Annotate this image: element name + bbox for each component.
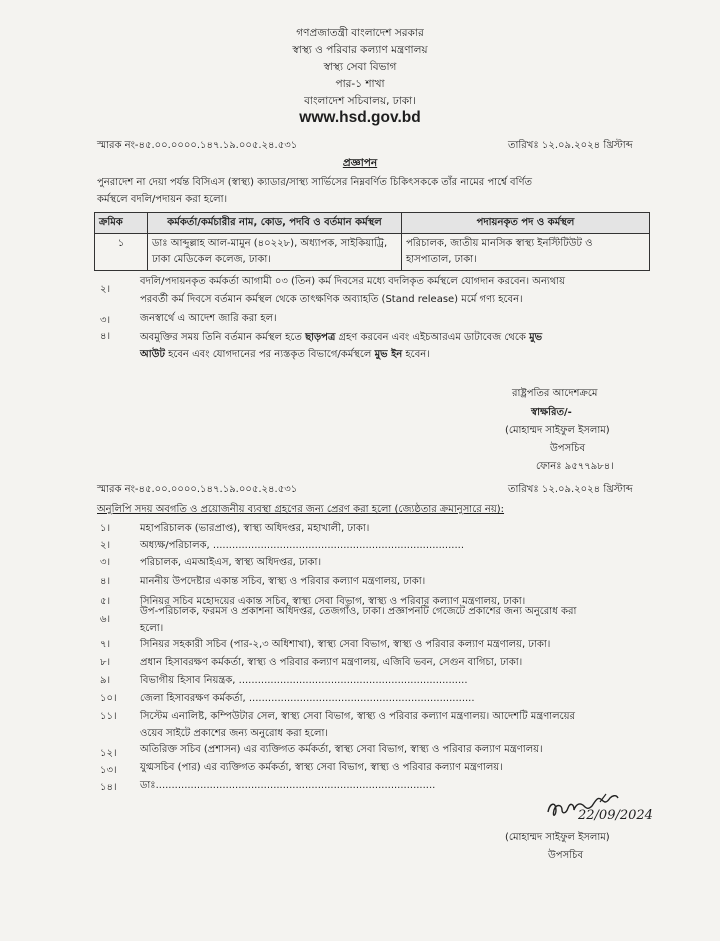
row-new-line-1: পরিচালক, জাতীয় মানসিক স্বাস্থ্য ইনস্টিটিউট ও [406,238,593,249]
copy-num-10: ১০। [100,693,117,704]
copy-3: পরিচালক, এমআইএস, স্বাস্থ্য অধিদপ্তর, ঢাকা। [140,557,322,568]
row-serial: ১ [95,234,148,271]
final-designation: উপসচিব [548,850,584,861]
intro-line-1: পুনরাদেশ না দেয়া পর্যন্ত বিসিএস (স্বাস্থ্য) ক্যাডার/সাস্থ্য সার্ভিসের নিম্নবর্ণিত চিকিৎসককে তাঁর নামের পার্শ্বে বর্ণিত [97,177,533,188]
header-current: কর্মকর্তা/কর্মচারীর নাম, কোড, পদবি ও বর্তমান কর্মস্থল [148,213,402,234]
phone-line: ফোনঃ ৯৫৭৭৯৮৪। [536,461,614,472]
website-link[interactable]: www.hsd.gov.bd [299,109,421,126]
clause-4-text-a: অবমুক্তির সময় তিনি বর্তমান কর্মস্থল হতে [140,332,302,343]
clause-2-line-1: বদলি/পদায়নকৃত কর্মকর্তা আগামী ০৩ (তিন) কর্ম দিবসের মধ্যে বদলিকৃত কর্মস্থলে যোগদান করবেন। অন্যথায় [140,276,566,287]
clause-num-2: ২। [100,284,111,295]
clause-2-line-2: পরবর্তী কর্ম দিবসে বর্তমান কর্মস্থল থেকে তাৎক্ষণিক অব্যাহতি (Stand release) মর্মে গণ্য হবেন। [140,294,523,305]
copy-5: সিনিয়র সচিব মহোদয়ের একান্ত সচিব, স্বাস্থ্য সেবা বিভাগ, স্বাস্থ্য ও পরিবার কল্যাণ মন্ত্রণালয়, ঢাকা। [140,596,526,607]
copy-8: প্রধান হিসাবরক্ষণ কর্মকর্তা, স্বাস্থ্য ও পরিবার কল্যাণ মন্ত্রণালয়, এজিবি ভবন, সেগুন বাগিচা, ঢাকা। [140,657,523,668]
table-row [95,234,650,271]
copy-6-line-2: হলো। [140,623,164,634]
copy-num-11: ১১। [100,711,117,722]
memo2-date: তারিখঃ ১২.০৯.২০২৪ খ্রিস্টাব্দ [508,484,633,495]
copy-num-9: ৯। [100,675,111,686]
copy-14: ডাঃ........................................................................................ [140,780,436,791]
copy-2: অধ্যক্ষ/পরিচালক, ............................................................................... [140,540,465,551]
copy-13: যুগ্মসচিব (পার) এর ব্যক্তিগত কর্মকর্তা, স্বাস্থ্য সেবা বিভাগ, স্বাস্থ্য ও পরিবার কল্যাণ মন্ত্রণালয়। [140,762,503,773]
clause-num-3: ৩। [100,315,111,326]
copy-num-6: ৬। [100,614,111,625]
table-header-row [95,213,650,234]
signed-line: স্বাক্ষরিত/- [531,407,572,418]
copy-num-2: ২। [100,540,111,551]
memo2-ref: স্মারক নং-৪৫.০০.০০০০.১৪৭.১৯.০০৫.২৪.৫৩১ [97,484,298,495]
signature-date: 22/09/2024 [578,808,653,823]
document-title: প্রজ্ঞাপন [342,157,378,169]
row-current-line-1: ডাঃ আব্দুল্লাহ আল-মামুন (৪০২২৮), অধ্যাপক, সাইকিয়াট্রি, [152,238,388,249]
copy-num-7: ৭। [100,639,111,650]
copy-num-3: ৩। [100,557,111,568]
copy-11-line-1: সিস্টেম এনালিষ্ট, কম্পিউটার সেল, স্বাস্থ্য সেবা বিভাগ, স্বাস্থ্য ও পরিবার কল্যাণ মন্ত্রণালয়। আদেশটি মন্ত্রণালয়ের [140,711,576,722]
copy-num-5: ৫। [100,596,111,607]
memo-ref: স্মারক নং-৪৫.০০.০০০০.১৪৭.১৯.০০৫.২৪.৫৩১ [97,140,298,151]
clause-4-line-2 [140,347,430,364]
signatory-designation: উপসচিব [550,443,586,454]
copy-num-13: ১৩। [100,765,117,776]
copy-11-line-2: ওয়েব সাইটে প্রকাশের জন্য অনুরোধ করা হলো। [140,728,328,739]
copy-heading: অনুলিপি সদয় অবগতি ও প্রয়োজনীয় ব্যবস্থা গ্রহণের জন্য প্রেরণ করা হলো (জ্যেষ্ঠতার ক্রমানুসারে নয়): [97,504,505,515]
copy-10: জেলা হিসাবরক্ষণ কর্মকর্তা, ....................................................................... [140,693,475,704]
copy-7: সিনিয়র সহকারী সচিব (পার-২,৩ অধিশাখা), স্বাস্থ্য সেবা বিভাগ, স্বাস্থ্য ও পরিবার কল্যাণ মন্ত্রণালয়, ঢাকা। [140,639,551,650]
clause-4-bold-clearance: ছাড়পত্র [305,332,336,343]
clause-4-text-f: হবেন। [405,349,430,360]
header-serial: ক্রমিক [95,213,148,234]
clause-4-line-1 [140,330,542,347]
clause-4-text-c: গ্রহণ করবেন এবং এইচআরএম ডাটাবেজ থেকে [338,332,526,343]
clause-num-4: ৪। [100,331,111,342]
division-line: স্বাস্থ্য সেবা বিভাগ [323,61,397,73]
copy-9: বিভাগীয় হিসাব নিয়ন্ত্রক, ........................................................................ [140,675,468,686]
copy-6-line-1: উপ-পরিচালক, ফরমস ও প্রকাশনা অধিদপ্তর, তেজগাঁও, ঢাকা। প্রজ্ঞাপনটি গেজেটে প্রকাশের জন্য অনুরোধ করা [140,606,577,617]
memo-date: তারিখঃ ১২.০৯.২০২৪ খ্রিস্টাব্দ [508,140,633,151]
transfer-table [94,212,650,271]
address-line: বাংলাদেশ সচিবালয়, ঢাকা। [304,95,416,107]
clause-4-bold-move-in: মুভ ইন [374,349,403,360]
copy-num-4: ৪। [100,576,111,587]
row-new-line-2: হাসপাতাল, ঢাকা। [406,254,477,265]
gov-line: গণপ্রজাতন্ত্রী বাংলাদেশ সরকার [296,27,424,39]
copy-num-12: ১২। [100,748,117,759]
order-line: রাষ্ট্রপতির আদেশক্রমে [512,388,598,399]
clause-4-bold-out: আউট [140,349,165,360]
section-line: পার-১ শাখা [335,78,385,90]
clause-4-bold-move: মুভ [529,332,543,343]
copy-4: মাননীয় উপদেষ্টার একান্ত সচিব, স্বাস্থ্য ও পরিবার কল্যাণ মন্ত্রণালয়, ঢাকা। [140,576,426,587]
row-current-line-2: ঢাকা মেডিকেল কলেজ, ঢাকা। [152,254,271,265]
signatory-name: (মোহাম্মদ সাইফুল ইসলাম) [505,425,610,436]
copy-num-14: ১৪। [100,782,117,793]
clause-4-text-e: হবেন এবং যোগদানের পর ন্যস্তকৃত বিভাগে/কর্মস্থলে [168,349,372,360]
copy-12: অতিরিক্ত সচিব (প্রশাসন) এর ব্যক্তিগত কর্মকর্তা, স্বাস্থ্য সেবা বিভাগ, স্বাস্থ্য ও পরিবার কল্যাণ মন্ত্রণালয়। [140,744,543,755]
clause-3-line-1: জনস্বার্থে এ আদেশ জারি করা হল। [140,313,277,324]
row-current [148,234,402,271]
copy-num-8: ৮। [100,657,111,668]
header-new: পদায়নকৃত পদ ও কর্মস্থল [402,213,650,234]
copy-num-1: ১। [100,523,111,534]
copy-1: মহাপরিচালক (ভারপ্রাপ্ত), স্বাস্থ্য অধিদপ্তর, মহাখালী, ঢাকা। [140,523,370,534]
intro-line-2: কর্মস্থলে বদলি/পদায়ন করা হলো। [97,194,228,205]
final-name: (মোহাম্মদ সাইফুল ইসলাম) [505,832,610,843]
row-new [402,234,650,271]
ministry-line: স্বাস্থ্য ও পরিবার কল্যাণ মন্ত্রণালয় [292,44,428,56]
